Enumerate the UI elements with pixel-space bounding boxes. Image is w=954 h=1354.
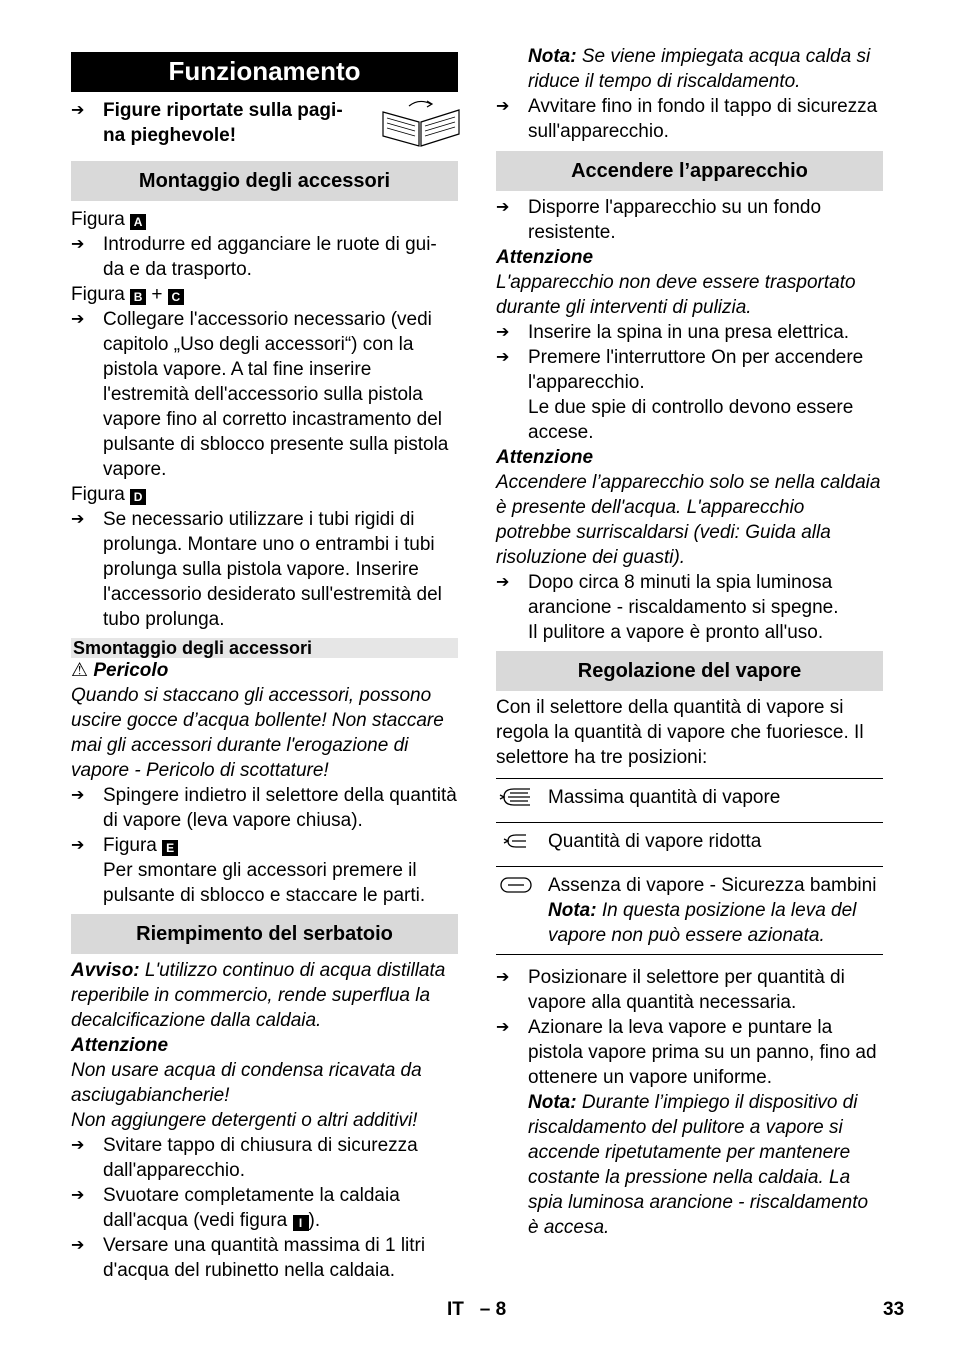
attenzione-text: Accendere l’apparecchio solo se nella caldaia è presente dell'acqua. L'apparecchio potrebbe surriscaldarsi (vedi: Guida alla risoluzione dei guasti). [496,472,881,568]
right-column [496,44,883,1240]
list-item: ➔ Disporre l'apparecchio su un fondo resistente. [496,197,822,243]
arrow-icon: ➔ [496,969,510,986]
page-number: 33 [883,1299,905,1320]
arrow-icon: ➔ [71,1137,85,1154]
attenzione-heading: Attenzione [496,447,594,468]
list-item: ➔ Dopo circa 8 minuti la spia luminosa arancione - riscaldamento si spegne. Il pulitore a vapore è pronto all'uso. [496,572,839,643]
open-book-icon [379,98,463,155]
warning-triangle-icon: ⚠ [71,660,89,681]
arrow-icon: ➔ [71,837,85,854]
section-montaggio: Montaggio degli accessori [71,161,458,201]
arrow-icon: ➔ [496,98,510,115]
attenzione-heading: Attenzione [71,1035,169,1056]
arrow-icon: ➔ [496,349,510,366]
table-row: Massima quantità di vapore [496,779,883,823]
steam-off-icon [496,867,548,955]
list-item: ➔ Premere l'interruttore On per accendere l'apparecchio. Le due spie di controllo devono essere accese. [496,347,864,443]
section-riempimento: Riempimento del serbatoio [71,914,458,954]
figure-e-badge: E [162,840,178,856]
table-row: Quantità di vapore ridotta [496,823,883,867]
arrow-icon: ➔ [496,1019,510,1036]
figure-b-badge: B [130,289,146,305]
page-footer-ref: IT – 8 [447,1299,507,1320]
list-item: ➔ Azionare la leva vapore e puntare la pistola vapore prima su un panno, fino ad ottenere un vapore uniforme. Nota: Durante l’impiego il dispositivo di riscaldamento del pulitore a vapore si accende ripetutamente per mantenere costante la pressione nella caldaia. La spia luminosa arancione - riscaldamento è accesa. [496,1017,877,1238]
fold-note [71,98,458,155]
warning-text: Quando si staccano gli accessori, possono uscire gocce d’acqua bollente! Non staccare mai gli accessori durante l'erogazione di vapore - Pericolo di scottature! [71,685,444,781]
list-item: ➔ Svitare tappo di chiusura di sicurezza dall'apparecchio. [71,1135,418,1181]
arrow-icon: ➔ [496,199,510,216]
arrow-icon: ➔ [71,1237,85,1254]
section-regolazione: Regolazione del vapore [496,651,883,691]
arrow-icon: ➔ [71,1187,85,1204]
warning-heading: ⚠ Pericolo [71,660,169,681]
list-item: ➔ Posizionare il selettore per quantità di vapore alla quantità necessaria. [496,967,845,1013]
figure-i-badge: I [293,1215,309,1231]
list-item: ➔ Introdurre ed agganciare le ruote di gui- da e da trasporto. [71,234,437,280]
steam-max-icon [496,779,548,823]
arrow-icon: ➔ [71,511,85,528]
list-item: ➔ Collegare l'accessorio necessario (vedi capitolo „Uso degli accessori“) con la pistola vapore. A tal fine inserire l'estremità dell'accessorio sulla pistola vapore fino al corretto incastramento del pulsante di sblocco presente sulla pistola vapore. [71,309,449,480]
regolazione-intro: Con il selettore della quantità di vapore si regola la quantità di vapore che fuoriesce. Il selettore ha tre posizioni: [496,697,864,768]
section-accendere: Accendere l’apparecchio [496,151,883,191]
list-item: ➔ Se necessario utilizzare i tubi rigidi di prolunga. Montare uno o entrambi i tubi prolunga sulla pistola vapore. Inserire l'accessorio desiderato sull'estremità del tubo prolunga. [71,509,442,630]
list-item: ➔ Spingere indietro il selettore della quantità di vapore (leva vapore chiusa). [71,785,457,831]
arrow-icon: ➔ [71,236,85,253]
figure-c-badge: C [168,289,184,305]
attenzione-heading: Attenzione [496,247,594,268]
fold-note-text: Figure riportate sulla pagi- na pieghevole! [103,100,343,146]
page-title: Funzionamento [71,52,458,92]
list-item: ➔ Versare una quantità massima di 1 litri d'acqua del rubinetto nella caldaia. [71,1235,426,1281]
arrow-icon: ➔ [71,102,85,119]
section-smontaggio: Smontaggio degli accessori [71,638,458,658]
left-column [71,44,458,1283]
arrow-icon: ➔ [496,574,510,591]
attenzione-text: L'apparecchio non deve essere trasportato durante gli interventi di pulizia. [496,272,856,318]
steam-settings-table [496,778,883,955]
arrow-icon: ➔ [496,324,510,341]
attenzione-text-1: Non usare acqua di condensa ricavata da asciugabiancherie! [71,1060,422,1106]
arrow-icon: ➔ [71,311,85,328]
figure-d-badge: D [130,489,146,505]
figure-a-badge: A [130,214,146,230]
figure-ref-a: Figura A [71,207,458,232]
hot-water-note: Nota: Se viene impiegata acqua calda si riduce il tempo di riscaldamento. [528,46,871,92]
list-item: ➔ Svuotare completamente la caldaia dall'acqua (vedi figura I ). [71,1185,400,1231]
arrow-icon: ➔ [71,787,85,804]
list-item: ➔ Figura E Per smontare gli accessori premere il pulsante di sblocco e staccare le parti. [71,835,426,906]
figure-ref-bc: Figura B + C [71,282,458,307]
attenzione-text-2: Non aggiungere detergenti o altri additivi! [71,1110,418,1131]
list-item: ➔ Inserire la spina in una presa elettrica. [496,322,850,343]
table-row: Assenza di vapore - Sicurezza bambini Nota: In questa posizione la leva del vapore non può essere azionata. [496,867,883,955]
figure-ref-d: Figura D [71,482,458,507]
avviso-note: Avviso: L'utilizzo continuo di acqua distillata reperibile in commercio, rende superflua la decalcificazione dalla caldaia. [71,960,446,1031]
list-item: ➔ Avvitare fino in fondo il tappo di sicurezza sull'apparecchio. [496,96,878,142]
steam-reduced-icon [496,823,548,867]
